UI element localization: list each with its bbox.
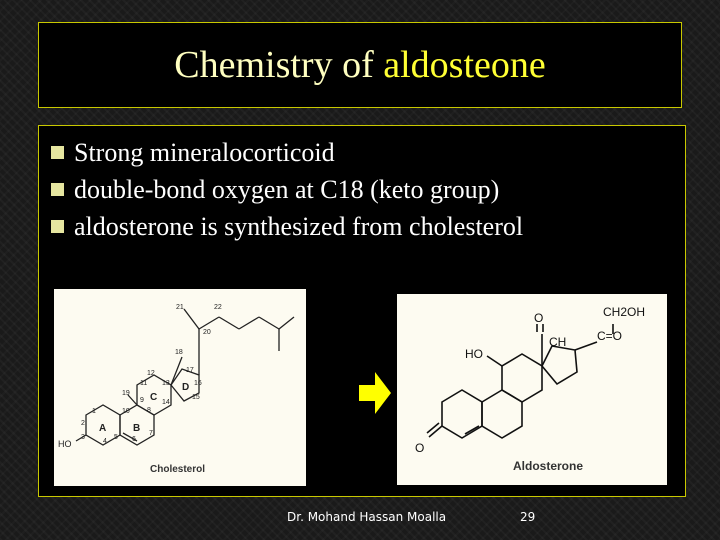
slide-title — [174, 43, 546, 87]
ring-label: D — [182, 382, 190, 393]
carbon-number: 17 — [186, 367, 194, 374]
carbon-number: 3 — [81, 434, 85, 441]
bullet-item — [47, 171, 523, 208]
ring-label: A — [99, 423, 107, 434]
ring-label: C — [150, 392, 158, 403]
aldosterone-structure-panel — [397, 294, 667, 485]
aldosterone-caption: Aldosterone — [513, 459, 584, 473]
carbon-number: 18 — [175, 349, 183, 356]
carbon-number: 7 — [149, 430, 153, 437]
carbon-number: 4 — [103, 438, 107, 445]
square-bullet-icon — [51, 183, 64, 196]
carbon-number: 20 — [203, 329, 211, 336]
carbon-number: 14 — [162, 399, 170, 406]
carbon-number: 19 — [122, 390, 130, 397]
cholesterol-caption: Cholesterol — [150, 464, 206, 475]
carbon-number: 1 — [92, 408, 96, 415]
carbon-number: 22 — [214, 304, 222, 311]
carbon-number: 5 — [114, 434, 118, 441]
side-chain-mid-label: C=O — [597, 329, 623, 343]
cholesterol-structure — [54, 289, 306, 486]
page-number: 29 — [520, 510, 536, 524]
cholesterol-structure-panel — [54, 289, 306, 486]
ring-label: B — [133, 423, 141, 434]
square-bullet-icon — [51, 146, 64, 159]
carbon-number: 16 — [194, 380, 202, 387]
footer-author: Dr. Mohand Hassan Moalla — [287, 510, 447, 524]
title-box — [38, 22, 682, 108]
right-arrow-icon — [359, 372, 391, 414]
aldosterone-structure — [397, 294, 667, 485]
side-chain-top-label: CH2OH — [603, 305, 646, 319]
bullet-text: Strong mineralocorticoid — [74, 137, 335, 167]
title-highlight: aldosteone — [383, 44, 546, 86]
bullet-text: double-bond oxygen at C18 (keto group) — [74, 174, 500, 204]
bullet-item — [47, 134, 523, 171]
carbon-number: 11 — [140, 380, 148, 387]
hydroxyl-label: HO — [465, 347, 483, 361]
carbon-number: 13 — [162, 380, 170, 387]
carbon-number: 6 — [132, 436, 136, 443]
carbon-number: 2 — [81, 420, 85, 427]
carbon-number: 21 — [176, 304, 184, 311]
aldehyde-oxygen-label: O — [534, 311, 544, 325]
carbon-number: 15 — [192, 394, 200, 401]
title-prefix: Chemistry of — [174, 44, 384, 86]
carbon-number: 12 — [147, 370, 155, 377]
carbon-number: 9 — [140, 397, 144, 404]
carbon-number: 8 — [147, 407, 151, 414]
bullet-text: aldosterone is synthesized from cholesterol — [74, 211, 524, 241]
aldehyde-ch-label: CH — [549, 335, 567, 349]
bullet-item — [47, 208, 523, 245]
square-bullet-icon — [51, 220, 64, 233]
ketone-oxygen-label: O — [415, 441, 425, 455]
content-box — [38, 125, 686, 497]
hydroxyl-label: HO — [58, 439, 72, 449]
carbon-number: 10 — [122, 408, 130, 415]
bullet-list — [47, 134, 523, 245]
